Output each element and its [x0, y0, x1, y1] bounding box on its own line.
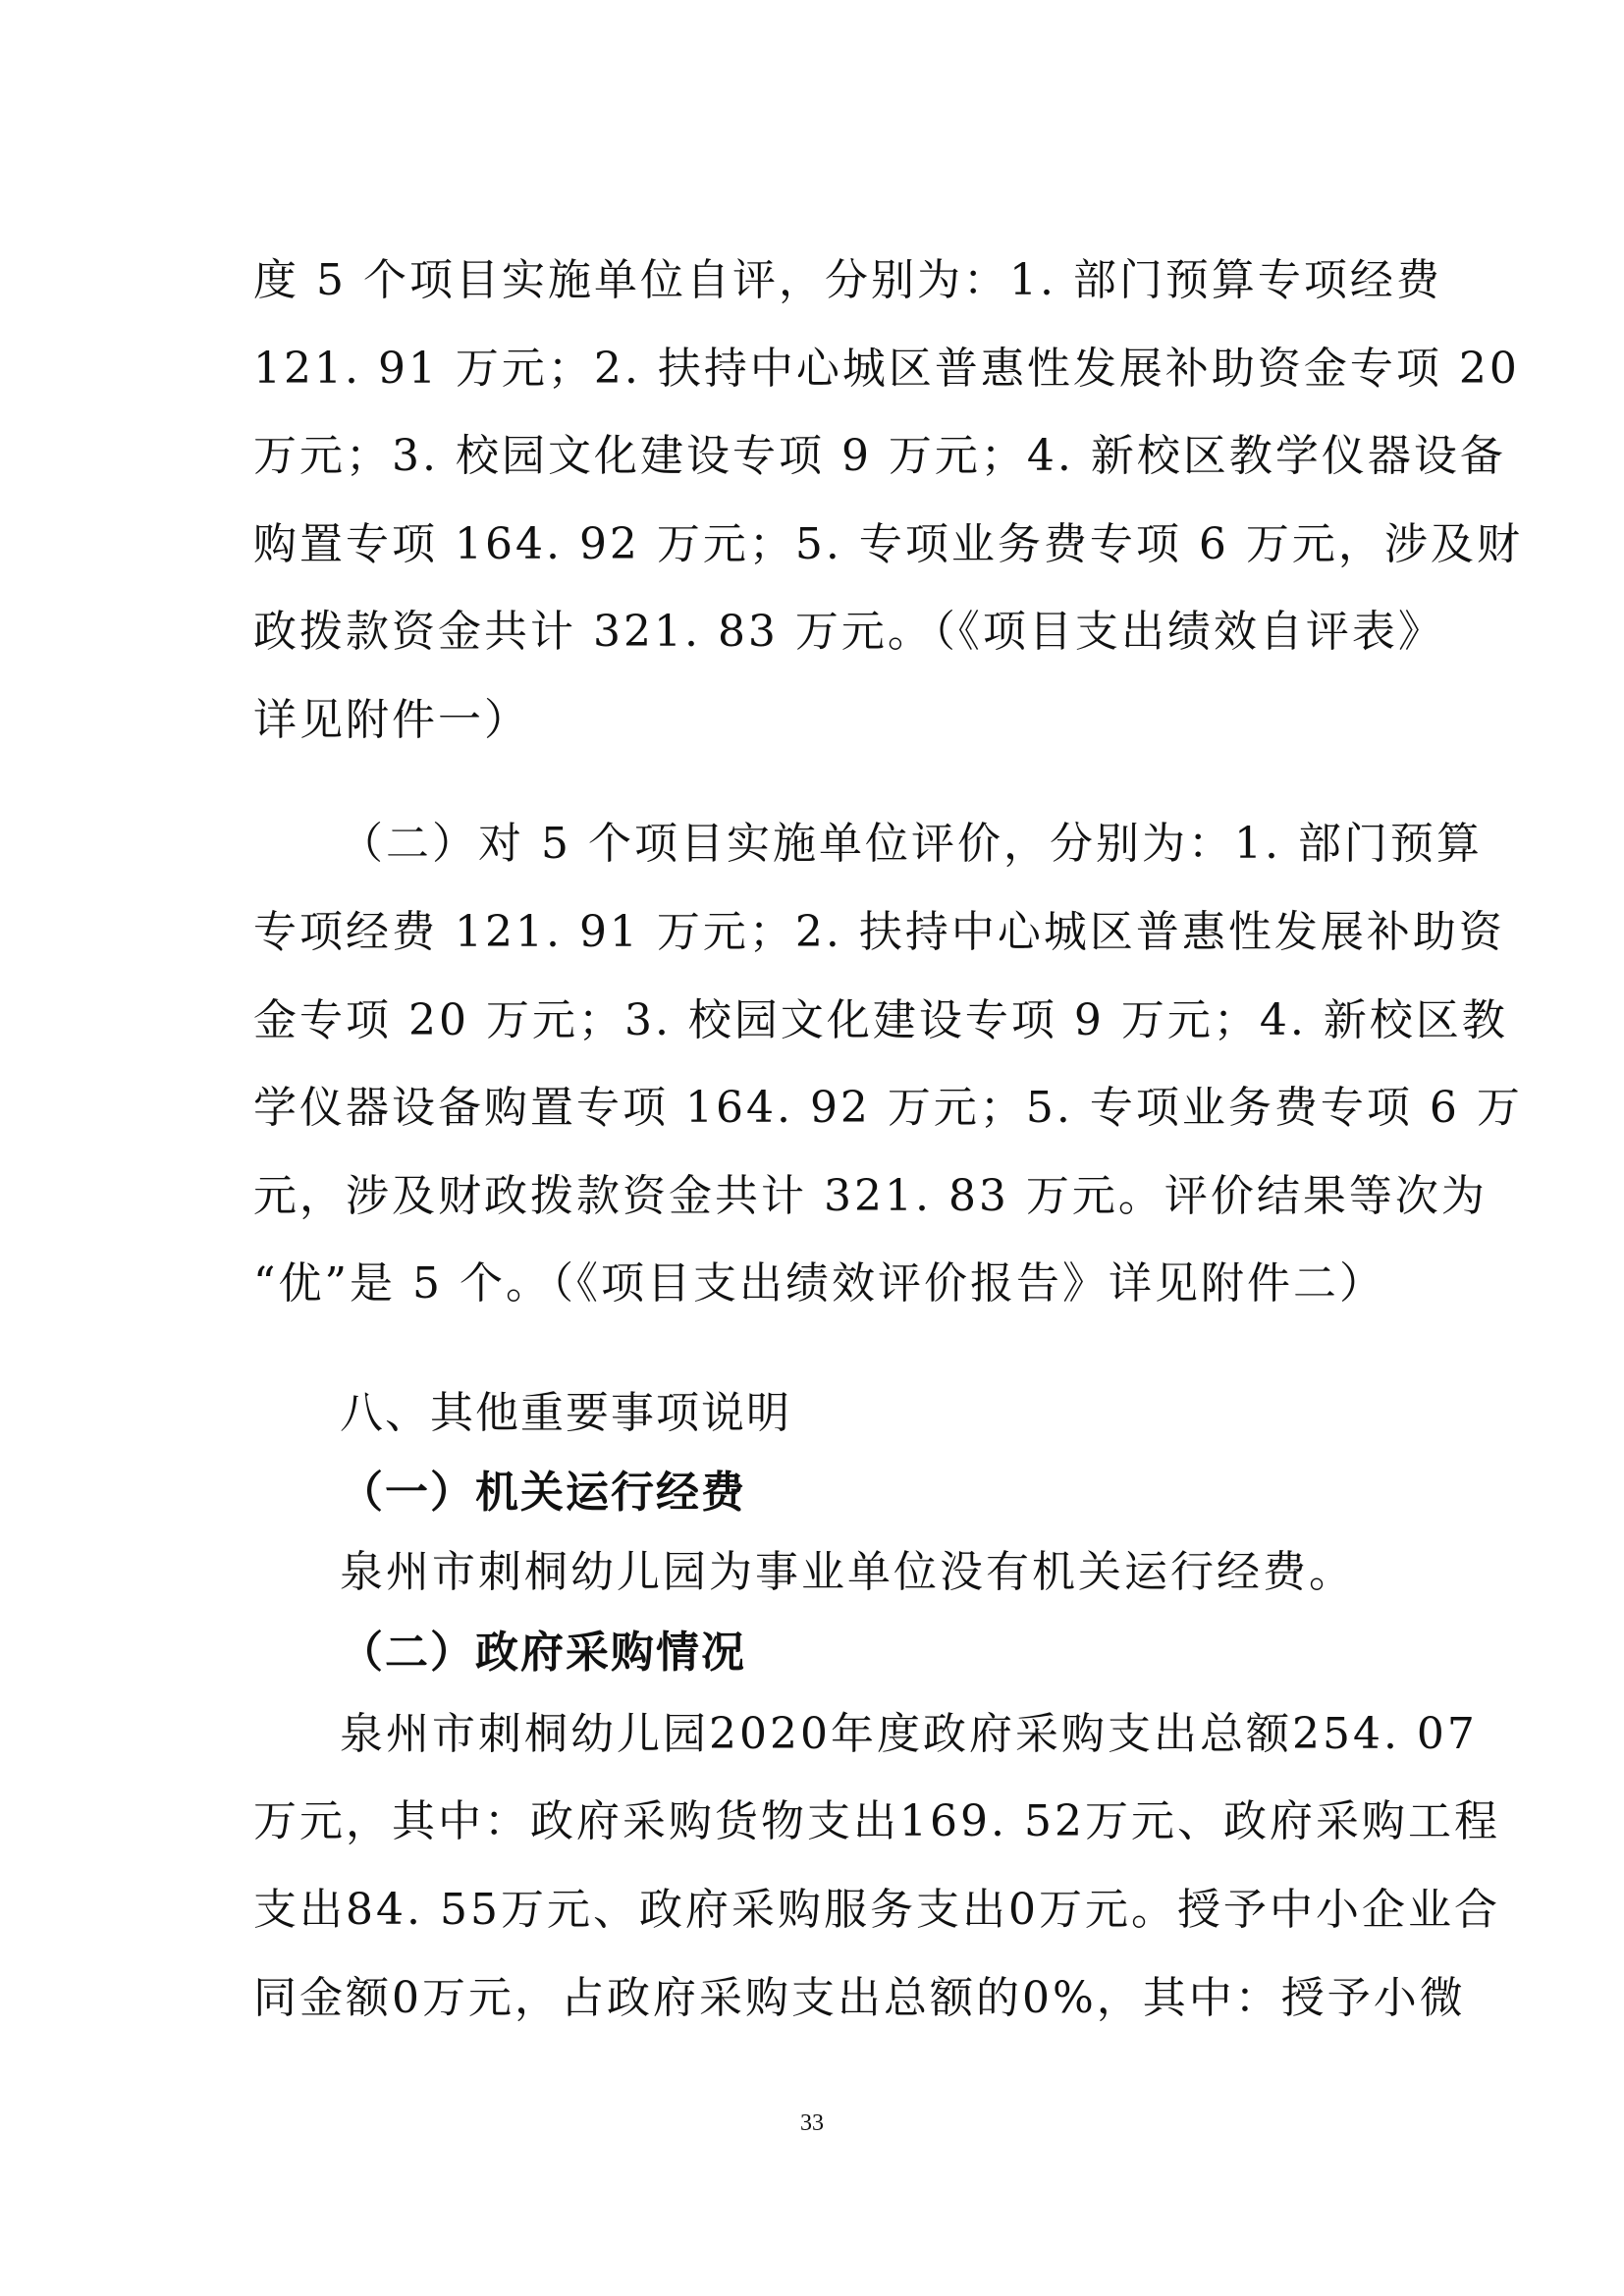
subsection-1-text: 泉州市刺桐幼儿园为事业单位没有机关运行经费。: [340, 1547, 1355, 1597]
paragraph-1-line-1: 度 5 个项目实施单位自评，分别为：1. 部门预算专项经费: [253, 255, 1442, 305]
paragraph-2-line-2: 专项经费 121. 91 万元；2. 扶持中心城区普惠性发展补助资: [253, 907, 1505, 957]
subsection-2-line-3: 支出84. 55万元、政府采购服务支出0万元。授予中小企业合: [253, 1885, 1500, 1935]
paragraph-1-line-3: 万元；3. 校园文化建设专项 9 万元；4. 新校区教学仪器设备: [253, 431, 1506, 481]
subsection-2-line-2: 万元，其中：政府采购货物支出169. 52万元、政府采购工程: [253, 1796, 1500, 1846]
paragraph-2-line-6: “优”是 5 个。（《项目支出绩效评价报告》详见附件二）: [253, 1258, 1385, 1308]
paragraph-2-line-1: （二）对 5 个项目实施单位评价，分别为：1. 部门预算: [340, 819, 1483, 869]
paragraph-1-line-5: 政拨款资金共计 321. 83 万元。（《项目支出绩效自评表》: [253, 607, 1444, 657]
subsection-2-line-4: 同金额0万元，占政府采购支出总额的0%，其中：授予小微: [253, 1973, 1466, 2023]
paragraph-2-line-5: 元，涉及财政拨款资金共计 321. 83 万元。评价结果等次为: [253, 1171, 1488, 1221]
paragraph-1-line-2: 121. 91 万元；2. 扶持中心城区普惠性发展补助资金专项 20: [253, 344, 1520, 394]
paragraph-2-line-3: 金专项 20 万元；3. 校园文化建设专项 9 万元；4. 新校区教: [253, 995, 1508, 1045]
subsection-2-heading: （二）政府采购情况: [340, 1628, 746, 1678]
subsection-1-heading: （一）机关运行经费: [340, 1468, 746, 1518]
paragraph-1-line-4: 购置专项 164. 92 万元；5. 专项业务费专项 6 万元，涉及财: [253, 519, 1523, 569]
section-heading: 八、其他重要事项说明: [340, 1388, 791, 1438]
subsection-2-line-1: 泉州市刺桐幼儿园2020年度政府采购支出总额254. 07: [340, 1709, 1478, 1759]
page-number: 33: [800, 2110, 824, 2136]
paragraph-1-line-6: 详见附件一）: [253, 695, 530, 745]
paragraph-2-line-4: 学仪器设备购置专项 164. 92 万元；5. 专项业务费专项 6 万: [253, 1083, 1523, 1133]
